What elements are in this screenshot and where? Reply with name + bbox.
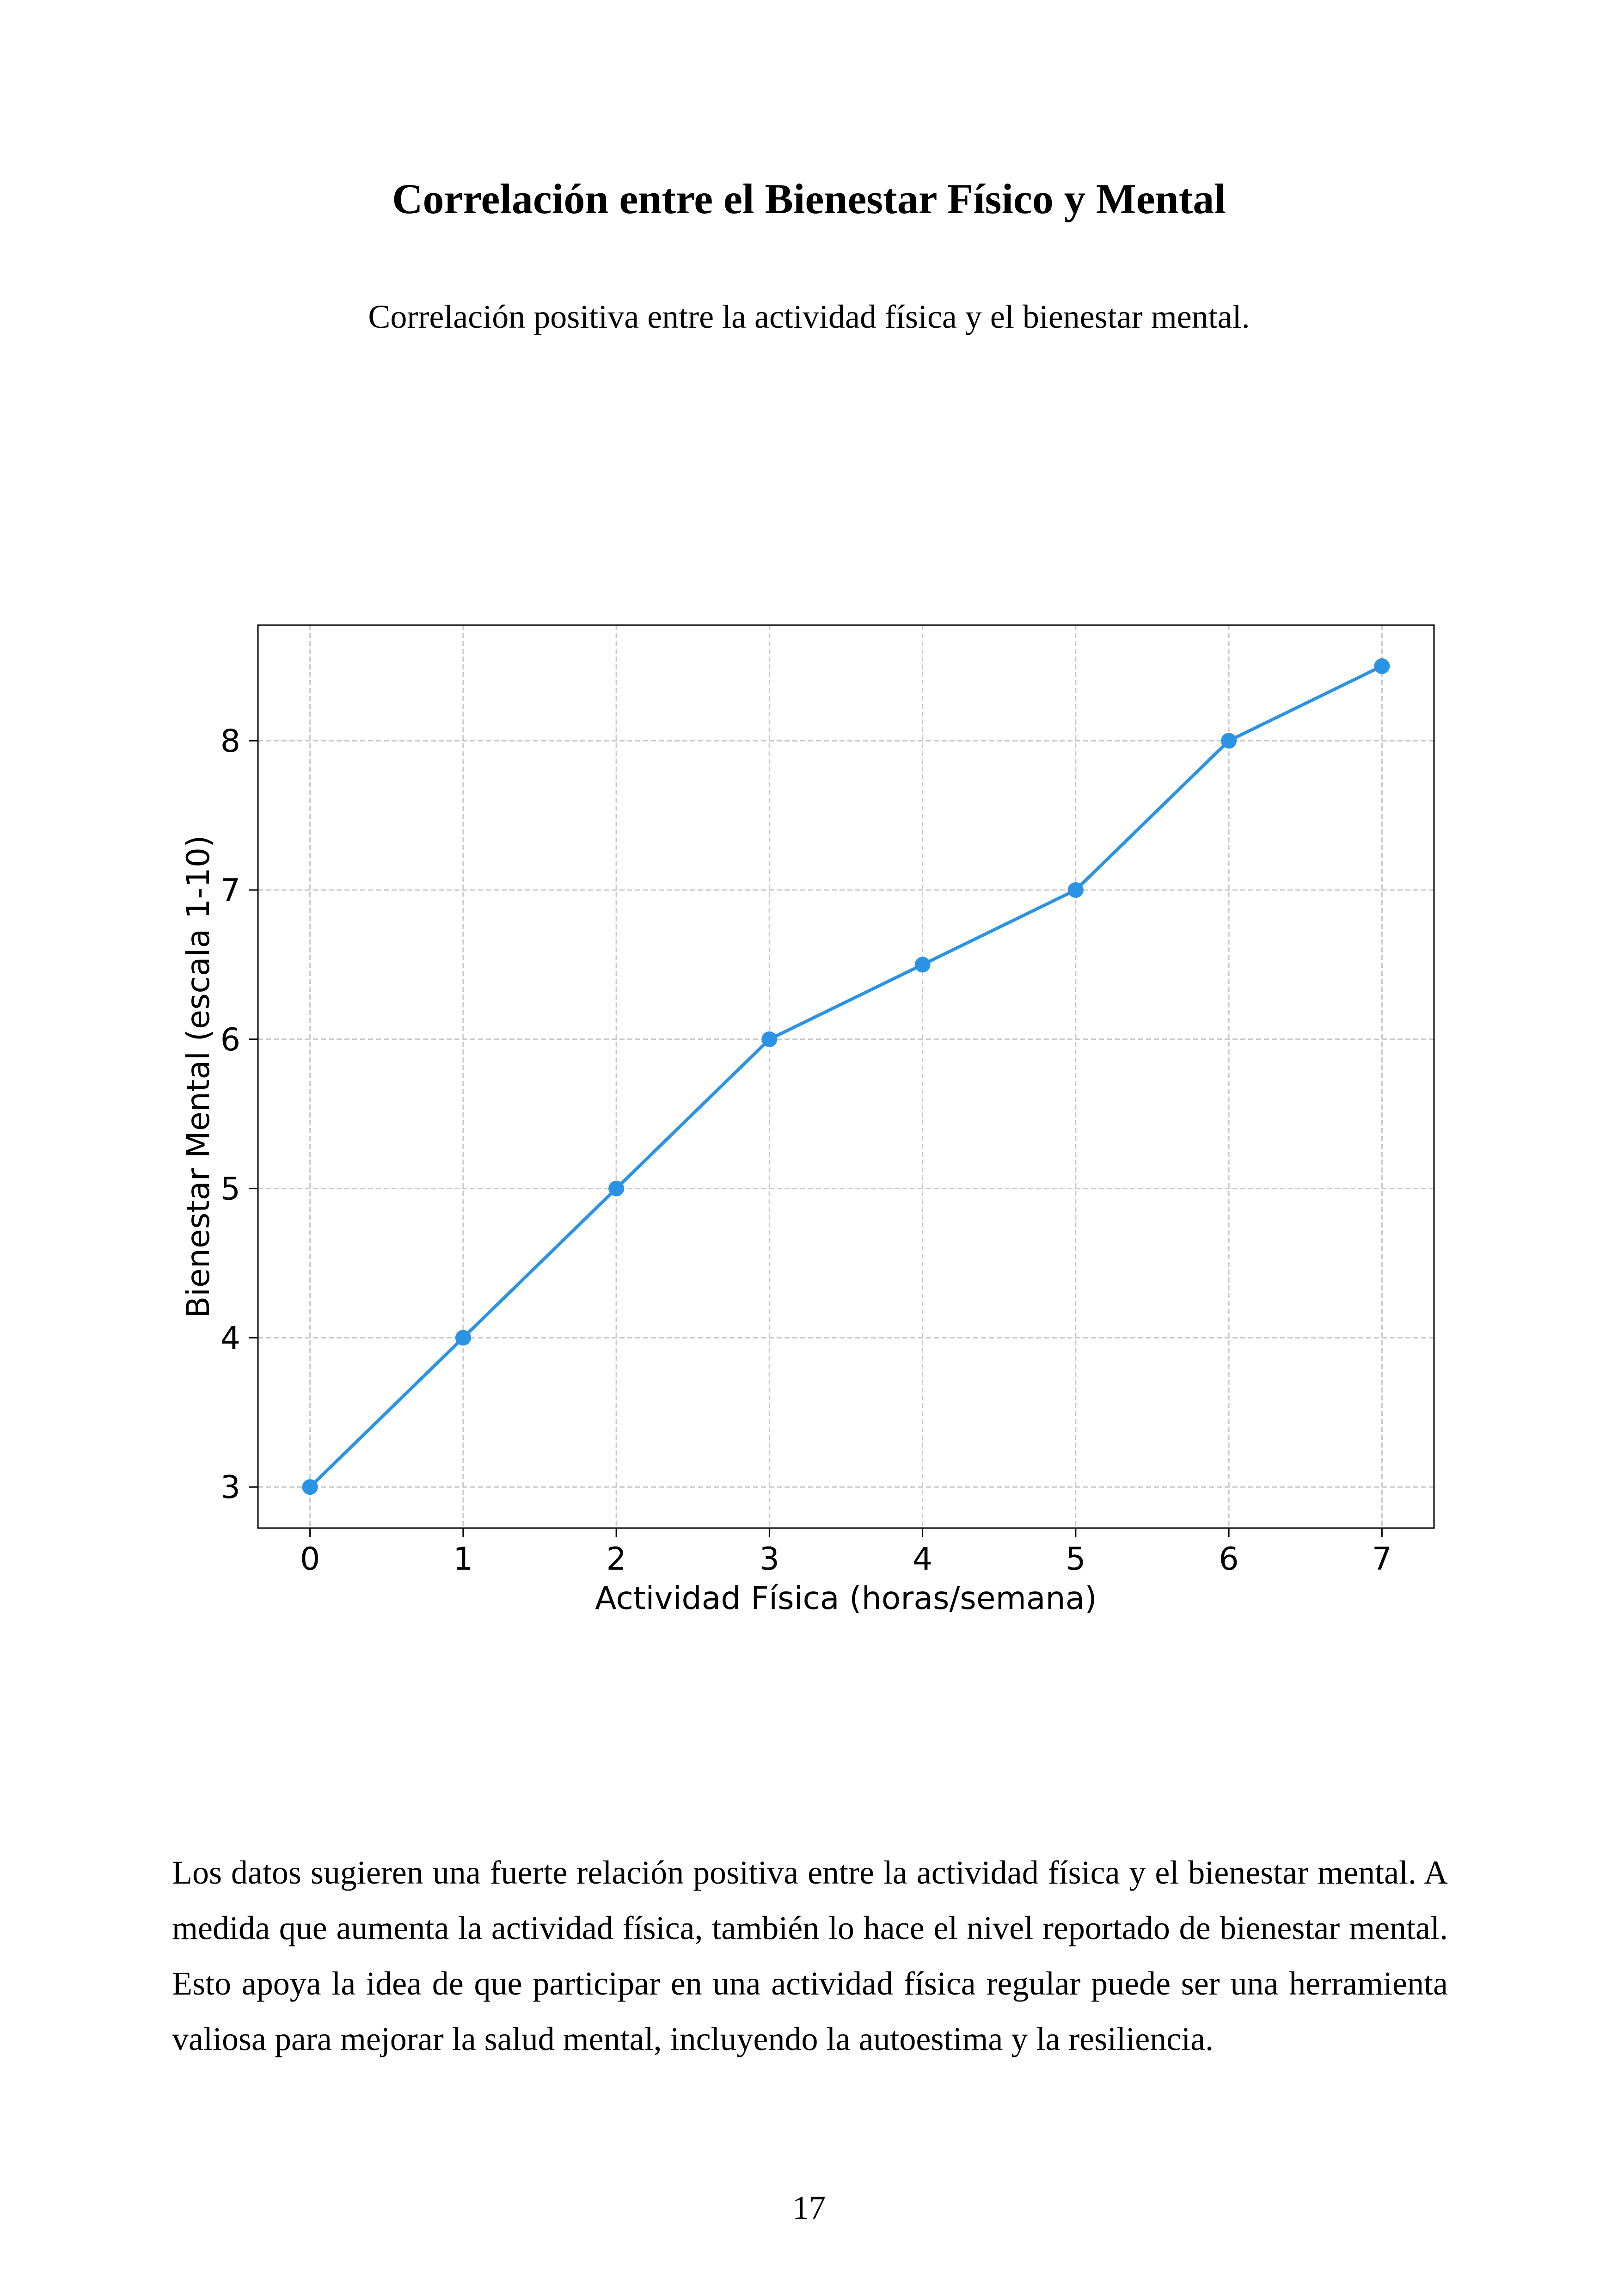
page-title: Correlación entre el Bienestar Físico y Mental bbox=[392, 175, 1226, 222]
x-tick-label: 1 bbox=[453, 1541, 473, 1578]
data-point bbox=[915, 957, 931, 972]
y-tick-label: 4 bbox=[220, 1320, 240, 1357]
series-layer bbox=[302, 658, 1390, 1495]
plot-area-frame bbox=[258, 625, 1434, 1528]
series-line bbox=[310, 666, 1382, 1487]
x-tick-label: 0 bbox=[300, 1541, 320, 1578]
x-tick-label: 5 bbox=[1066, 1541, 1086, 1578]
y-tick-label: 6 bbox=[220, 1021, 240, 1058]
data-point bbox=[455, 1330, 471, 1345]
page-number: 17 bbox=[792, 2189, 826, 2226]
x-tick-label: 3 bbox=[759, 1541, 780, 1578]
x-tick-label: 7 bbox=[1372, 1541, 1392, 1578]
y-tick-label: 8 bbox=[220, 723, 240, 760]
figure-caption: Correlación positiva entre la actividad física y el bienestar mental. bbox=[368, 298, 1250, 335]
body-paragraph: Los datos sugieren una fuerte relación positiva entre la actividad física y el bienestar mental. A medida que aumenta la actividad física, también lo hace el nivel reportado de bienestar mental. Esto apoya la idea de que participar en una actividad física regular puede ser una herramienta valiosa para mejorar la salud mental, incluyendo la autoestima y la resiliencia. bbox=[172, 1854, 1448, 2057]
data-point bbox=[302, 1479, 318, 1495]
data-point bbox=[1068, 882, 1084, 898]
x-tick-label: 6 bbox=[1219, 1541, 1239, 1578]
x-tick-label: 2 bbox=[606, 1541, 626, 1578]
y-tick-label: 5 bbox=[220, 1171, 240, 1208]
x-tick-label: 4 bbox=[912, 1541, 933, 1578]
data-point bbox=[761, 1031, 777, 1047]
x-axis-label: Actividad Física (horas/semana) bbox=[595, 1580, 1097, 1617]
y-tick-label: 7 bbox=[220, 872, 240, 909]
data-point bbox=[608, 1181, 624, 1197]
grid-lines bbox=[258, 625, 1434, 1528]
axis-ticks bbox=[221, 723, 1392, 1578]
y-tick-label: 3 bbox=[220, 1469, 240, 1506]
data-point bbox=[1221, 733, 1237, 749]
y-axis-label: Bienestar Mental (escala 1-10) bbox=[180, 835, 217, 1318]
data-point bbox=[1374, 658, 1390, 674]
